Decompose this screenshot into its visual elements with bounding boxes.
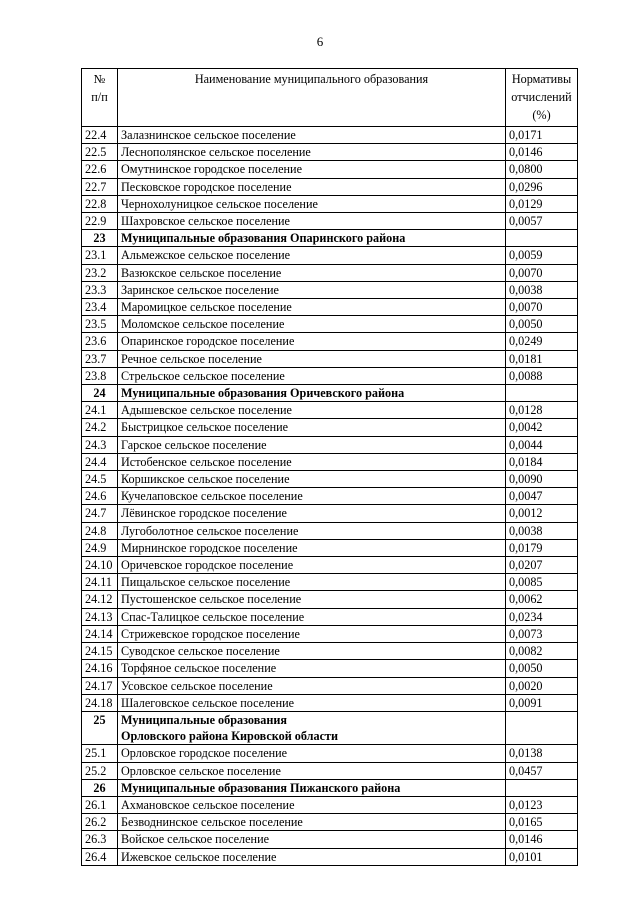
allocation-value: 0,0090	[506, 471, 578, 488]
header-num-label: № п/п	[91, 72, 108, 104]
allocation-value: 0,0146	[506, 831, 578, 848]
table-row	[82, 213, 578, 230]
municipality-name: Маромицкое сельское поселение	[118, 299, 506, 316]
row-number: 24.1	[82, 402, 118, 419]
allocation-value: 0,0234	[506, 608, 578, 625]
table-group-row	[82, 230, 578, 247]
allocation-value: 0,0073	[506, 625, 578, 642]
allocation-value: 0,0012	[506, 505, 578, 522]
municipality-name: Альмежское сельское поселение	[118, 247, 506, 264]
row-number: 24.9	[82, 539, 118, 556]
municipality-name: Суводское сельское поселение	[118, 643, 506, 660]
row-number: 24.10	[82, 557, 118, 574]
row-number: 24.17	[82, 677, 118, 694]
table-row	[82, 333, 578, 350]
municipality-name: Орловское городское поселение	[118, 745, 506, 762]
municipality-name: Заринское сельское поселение	[118, 281, 506, 298]
allocation-value: 0,0044	[506, 436, 578, 453]
row-number: 23.8	[82, 367, 118, 384]
allocation-value: 0,0457	[506, 762, 578, 779]
row-number: 22.5	[82, 144, 118, 161]
table-header-row	[82, 69, 578, 127]
table-row	[82, 660, 578, 677]
table-body	[82, 127, 578, 866]
allocation-value: 0,0146	[506, 144, 578, 161]
row-number: 25.1	[82, 745, 118, 762]
header-name-label: Наименование муниципального образования	[194, 72, 429, 86]
header-name	[118, 69, 506, 127]
allocation-value: 0,0129	[506, 195, 578, 212]
allocation-value: 0,0057	[506, 213, 578, 230]
row-number: 26.3	[82, 831, 118, 848]
municipality-name: Омутнинское городское поселение	[118, 161, 506, 178]
row-number: 24.5	[82, 471, 118, 488]
row-number: 24.12	[82, 591, 118, 608]
municipality-name: Леснополянское сельское поселение	[118, 144, 506, 161]
municipality-name: Пищальское сельское поселение	[118, 574, 506, 591]
row-number: 24.4	[82, 453, 118, 470]
row-number: 22.4	[82, 127, 118, 144]
row-number: 26.1	[82, 796, 118, 813]
table-row	[82, 762, 578, 779]
municipality-name: Усовское сельское поселение	[118, 677, 506, 694]
row-number: 24.11	[82, 574, 118, 591]
allocation-value: 0,0165	[506, 814, 578, 831]
row-number: 24.8	[82, 522, 118, 539]
table-row	[82, 247, 578, 264]
allocation-value: 0,0296	[506, 178, 578, 195]
table-row	[82, 264, 578, 281]
table-row	[82, 453, 578, 470]
row-number: 26	[82, 779, 118, 796]
municipality-name: Безводнинское сельское поселение	[118, 814, 506, 831]
municipality-name: Оричевское городское поселение	[118, 557, 506, 574]
table-row	[82, 694, 578, 711]
table-group-row	[82, 779, 578, 796]
municipality-name: Речное сельское поселение	[118, 350, 506, 367]
row-number: 24.2	[82, 419, 118, 436]
row-number: 24.13	[82, 608, 118, 625]
municipality-name: Залазнинское сельское поселение	[118, 127, 506, 144]
municipality-name: Стрижевское городское поселение	[118, 625, 506, 642]
municipality-name: Коршикское сельское поселение	[118, 471, 506, 488]
row-number: 23.5	[82, 316, 118, 333]
row-number: 24.3	[82, 436, 118, 453]
municipality-name: Кучелаповское сельское поселение	[118, 488, 506, 505]
row-number: 25	[82, 711, 118, 744]
table-row	[82, 574, 578, 591]
table-row	[82, 796, 578, 813]
row-number: 23.1	[82, 247, 118, 264]
row-number: 23	[82, 230, 118, 247]
row-number: 23.6	[82, 333, 118, 350]
allocation-value: 0,0101	[506, 848, 578, 865]
allocation-value: 0,0070	[506, 299, 578, 316]
municipality-name: Быстрицкое сельское поселение	[118, 419, 506, 436]
allocation-value: 0,0042	[506, 419, 578, 436]
group-title: Муниципальные образования Пижанского района	[118, 779, 506, 796]
allocation-value: 0,0184	[506, 453, 578, 470]
allocation-value: 0,0050	[506, 316, 578, 333]
municipality-name: Орловское сельское поселение	[118, 762, 506, 779]
row-number: 24.6	[82, 488, 118, 505]
row-number: 24.15	[82, 643, 118, 660]
municipality-name: Спас-Талицкое сельское поселение	[118, 608, 506, 625]
allocation-value: 0,0800	[506, 161, 578, 178]
municipality-name: Ахмановское сельское поселение	[118, 796, 506, 813]
allocation-value: 0,0249	[506, 333, 578, 350]
allocation-value: 0,0088	[506, 367, 578, 384]
table-row	[82, 643, 578, 660]
row-number: 23.4	[82, 299, 118, 316]
row-number: 24.7	[82, 505, 118, 522]
municipality-name: Стрельское сельское поселение	[118, 367, 506, 384]
row-number: 24	[82, 385, 118, 402]
table-row	[82, 316, 578, 333]
table-row	[82, 625, 578, 642]
municipality-name: Войское сельское поселение	[118, 831, 506, 848]
allocation-value: 0,0091	[506, 694, 578, 711]
municipality-name: Ижевское сельское поселение	[118, 848, 506, 865]
municipality-name: Лугоболотное сельское поселение	[118, 522, 506, 539]
table-row	[82, 178, 578, 195]
municipality-name: Опаринское городское поселение	[118, 333, 506, 350]
header-value-label: Нормативы отчислений (%)	[511, 72, 572, 122]
allocation-value: 0,0128	[506, 402, 578, 419]
table-row	[82, 367, 578, 384]
municipality-name: Истобенское сельское поселение	[118, 453, 506, 470]
municipality-name: Гарское сельское поселение	[118, 436, 506, 453]
table-row	[82, 505, 578, 522]
row-number: 22.6	[82, 161, 118, 178]
table-row	[82, 522, 578, 539]
table-row	[82, 144, 578, 161]
table-group-row	[82, 711, 578, 744]
group-title: Муниципальные образования Орловского района Кировской области	[118, 711, 506, 744]
table-row	[82, 608, 578, 625]
row-number: 22.7	[82, 178, 118, 195]
table-row	[82, 848, 578, 865]
table-row	[82, 814, 578, 831]
allocation-value: 0,0038	[506, 281, 578, 298]
row-number: 25.2	[82, 762, 118, 779]
table-row	[82, 831, 578, 848]
row-number: 22.8	[82, 195, 118, 212]
table-row	[82, 539, 578, 556]
allocation-value	[506, 230, 578, 247]
table-row	[82, 281, 578, 298]
table-row	[82, 745, 578, 762]
row-number: 24.16	[82, 660, 118, 677]
row-number: 23.7	[82, 350, 118, 367]
table-row	[82, 195, 578, 212]
table-row	[82, 419, 578, 436]
allocation-value: 0,0050	[506, 660, 578, 677]
row-number: 24.18	[82, 694, 118, 711]
row-number: 24.14	[82, 625, 118, 642]
allocation-value: 0,0082	[506, 643, 578, 660]
allocation-value	[506, 711, 578, 744]
header-num	[82, 69, 118, 127]
table-row	[82, 299, 578, 316]
table-row	[82, 402, 578, 419]
allocation-value: 0,0171	[506, 127, 578, 144]
table-row	[82, 127, 578, 144]
group-title: Муниципальные образования Оричевского района	[118, 385, 506, 402]
allocation-value: 0,0020	[506, 677, 578, 694]
allocation-value: 0,0138	[506, 745, 578, 762]
municipality-name: Пустошенское сельское поселение	[118, 591, 506, 608]
table-group-row	[82, 385, 578, 402]
allocation-value: 0,0179	[506, 539, 578, 556]
allocation-table	[81, 68, 578, 866]
table-row	[82, 161, 578, 178]
row-number: 26.4	[82, 848, 118, 865]
municipality-name: Мирнинское городское поселение	[118, 539, 506, 556]
municipality-name: Шахровское сельское поселение	[118, 213, 506, 230]
table-row	[82, 591, 578, 608]
allocation-value: 0,0123	[506, 796, 578, 813]
allocation-value: 0,0070	[506, 264, 578, 281]
header-value	[506, 69, 578, 127]
municipality-name: Вазюкское сельское поселение	[118, 264, 506, 281]
municipality-name: Моломское сельское поселение	[118, 316, 506, 333]
table-row	[82, 436, 578, 453]
allocation-value	[506, 779, 578, 796]
row-number: 23.3	[82, 281, 118, 298]
table-row	[82, 557, 578, 574]
allocation-value: 0,0038	[506, 522, 578, 539]
municipality-name: Чернохолуницкое сельское поселение	[118, 195, 506, 212]
table-row	[82, 677, 578, 694]
allocation-value: 0,0085	[506, 574, 578, 591]
municipality-name: Адышевское сельское поселение	[118, 402, 506, 419]
allocation-value: 0,0062	[506, 591, 578, 608]
municipality-name: Песковское городское поселение	[118, 178, 506, 195]
allocation-value: 0,0059	[506, 247, 578, 264]
allocation-value: 0,0181	[506, 350, 578, 367]
table-row	[82, 350, 578, 367]
allocation-value	[506, 385, 578, 402]
table-row	[82, 488, 578, 505]
row-number: 23.2	[82, 264, 118, 281]
page-number: 6	[316, 34, 324, 49]
allocation-value: 0,0207	[506, 557, 578, 574]
group-title: Муниципальные образования Опаринского района	[118, 230, 506, 247]
row-number: 26.2	[82, 814, 118, 831]
table-row	[82, 471, 578, 488]
municipality-name: Лёвинское городское поселение	[118, 505, 506, 522]
municipality-name: Торфяное сельское поселение	[118, 660, 506, 677]
row-number: 22.9	[82, 213, 118, 230]
allocation-value: 0,0047	[506, 488, 578, 505]
municipality-name: Шалеговское сельское поселение	[118, 694, 506, 711]
